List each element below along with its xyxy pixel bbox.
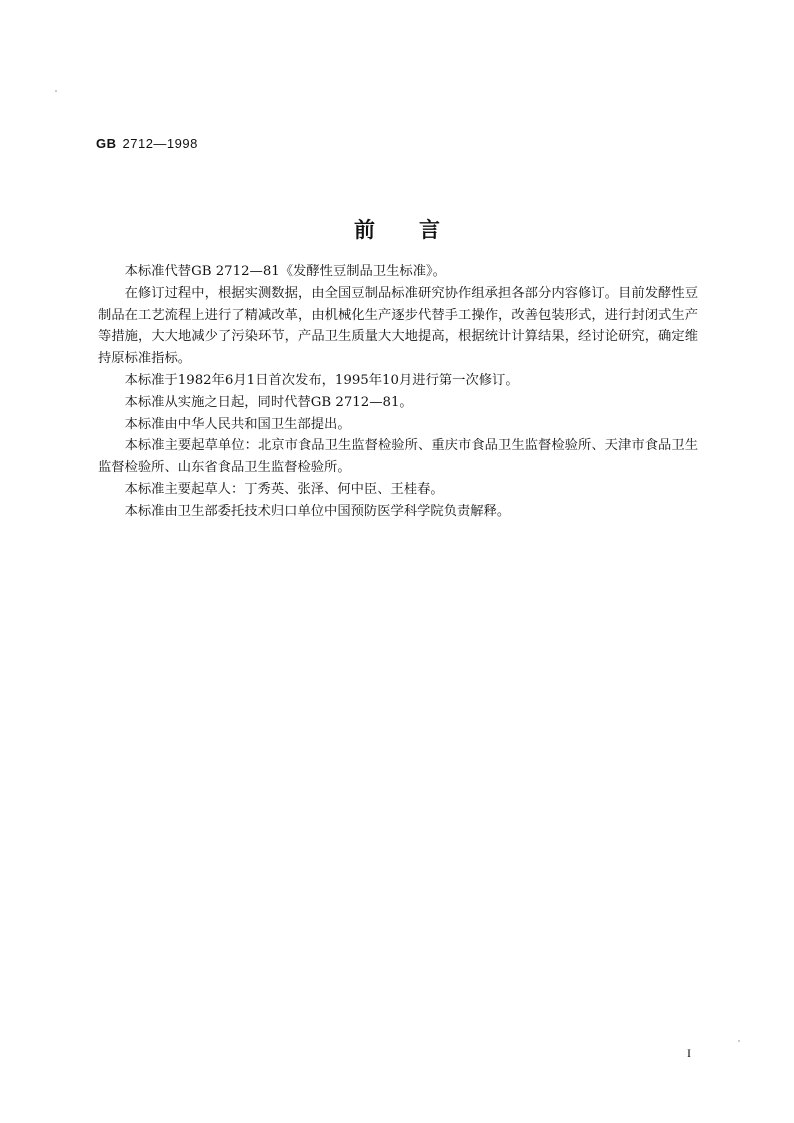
paragraph-4: 本标准从实施之日起，同时代替GB 2712—81。 (124, 394, 413, 410)
paragraph-5: 本标准由中华人民共和国卫生部提出。 (124, 416, 351, 432)
paragraph-2: 在修订过程中，根据实测数据，由全国豆制品标准研究协作组承担各部分内容修订。目前发酵性豆制品在工艺流程上进行了精减改革，由机械化生产逐步代替手工操作，改善包装形式，进行封闭式生产等措施，大大地减少了污染环节，产品卫生质量大大地提高，根据统计计算结果，经讨论研究，确定维持原标准指标。 (98, 285, 698, 367)
paragraph-8: 本标准由卫生部委托技术归口单位中国预防医学科学院负责解释。 (124, 503, 511, 519)
standard-code-number: 2712—1998 (122, 136, 198, 151)
standard-code (96, 136, 198, 151)
paragraph-3: 本标准于1982年6月1日首次发布，1995年10月进行第一次修订。 (124, 372, 519, 388)
standard-code-prefix: GB (96, 136, 117, 151)
paragraph-1: 本标准代替GB 2712—81《发酵性豆制品卫生标准》。 (124, 264, 446, 279)
paragraph-6: 本标准主要起草单位：北京市食品卫生监督检验所、重庆市食品卫生监督检验所、天津市食品卫生监督检验所、山东省食品卫生监督检验所。 (98, 438, 698, 476)
page-folio: I (687, 1046, 691, 1060)
scan-speck (738, 1040, 740, 1042)
foreword-body (98, 261, 698, 523)
page-title: 前言 (354, 218, 484, 242)
scan-speck (55, 90, 57, 92)
paragraph-7: 本标准主要起草人：丁秀英、张泽、何中臣、王桂春。 (124, 481, 444, 497)
